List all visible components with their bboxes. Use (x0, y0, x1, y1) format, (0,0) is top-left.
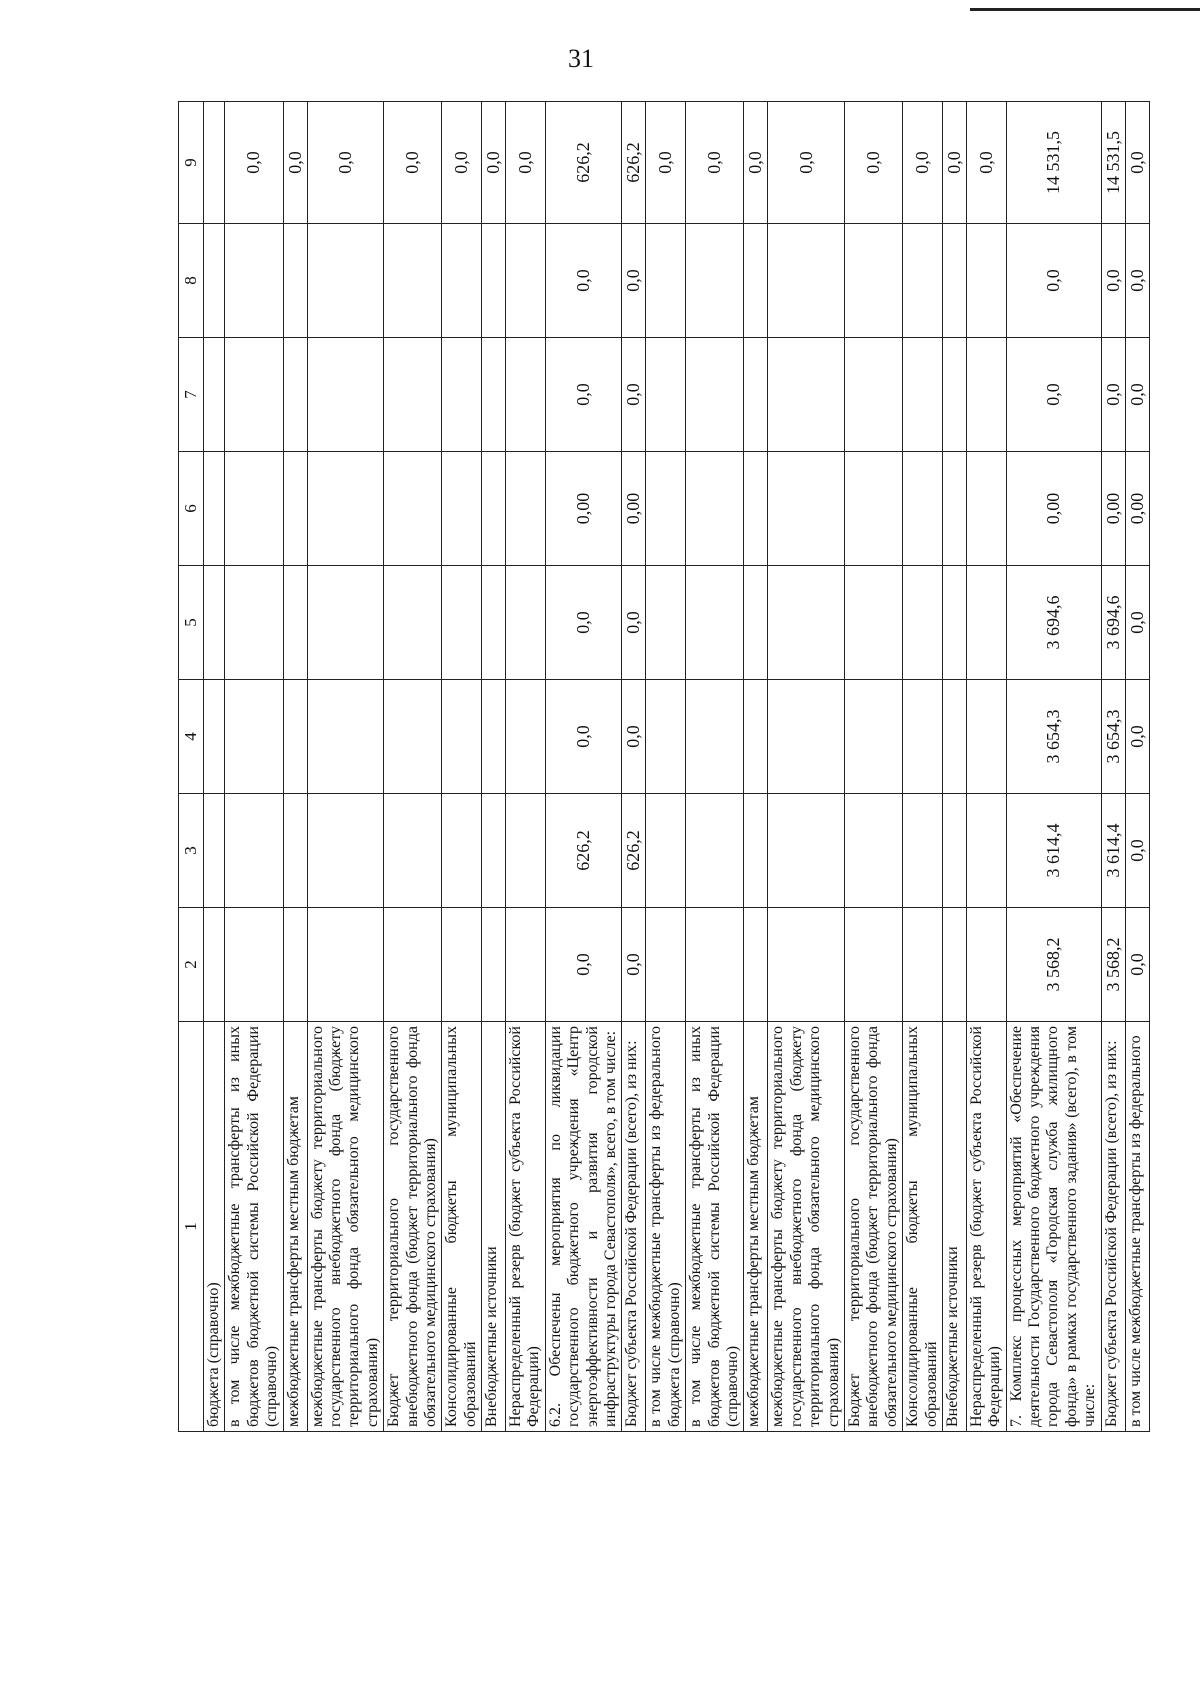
value-cell: 0,0 (307, 102, 384, 224)
table-row (442, 102, 482, 1432)
row-label: Внебюджетные источники (942, 1022, 966, 1432)
column-header: 2 (179, 908, 204, 1022)
value-cell (768, 566, 845, 680)
value-cell (646, 680, 686, 794)
value-cell: 3 654,3 (1006, 680, 1101, 794)
value-cell (646, 338, 686, 452)
row-label: межбюджетные трансферты бюджету территориального государственного внебюджетного фонда (бюджету территориального фонда обязательного медицинского страхования) (768, 1022, 845, 1432)
value-cell (844, 566, 902, 680)
value-cell: 0,00 (622, 452, 646, 566)
value-cell: 626,2 (622, 102, 646, 224)
value-cell: 0,0 (442, 102, 482, 224)
value-cell (966, 452, 1006, 566)
table-row (225, 102, 283, 1432)
value-cell: 0,0 (1125, 680, 1149, 794)
value-cell (384, 338, 442, 452)
value-cell: 0,0 (844, 102, 902, 224)
value-cell: 14 531,5 (1101, 102, 1125, 224)
value-cell: 0,0 (1101, 224, 1125, 338)
table-row (283, 102, 307, 1432)
value-cell (903, 224, 943, 338)
value-cell: 0,0 (768, 102, 845, 224)
column-header: 8 (179, 224, 204, 338)
value-cell (966, 908, 1006, 1022)
value-cell: 626,2 (545, 102, 622, 224)
value-cell (506, 680, 546, 794)
value-cell (768, 794, 845, 908)
value-cell (442, 908, 482, 1022)
value-cell: 0,0 (903, 102, 943, 224)
top-rule (970, 8, 1200, 11)
value-cell (844, 224, 902, 338)
value-cell (686, 566, 744, 680)
value-cell: 0,00 (545, 452, 622, 566)
value-cell: 14 531,5 (1006, 102, 1101, 224)
value-cell (283, 566, 307, 680)
value-cell (307, 224, 384, 338)
value-cell (283, 452, 307, 566)
value-cell (307, 680, 384, 794)
value-cell: 0,0 (225, 102, 283, 224)
value-cell (646, 566, 686, 680)
table-row (646, 102, 686, 1432)
value-cell (307, 452, 384, 566)
value-cell: 0,0 (283, 102, 307, 224)
value-cell: 3 694,6 (1101, 566, 1125, 680)
value-cell (225, 566, 283, 680)
value-cell: 0,0 (545, 680, 622, 794)
value-cell: 3 568,2 (1101, 908, 1125, 1022)
value-cell: 0,0 (1125, 224, 1149, 338)
value-cell (384, 794, 442, 908)
row-label: межбюджетные трансферты бюджету территориального государственного внебюджетного фонда (бюджету территориального фонда обязательного медицинского страхования) (307, 1022, 384, 1432)
value-cell (646, 224, 686, 338)
value-cell: 0,0 (1125, 794, 1149, 908)
value-cell (844, 338, 902, 452)
value-cell (442, 566, 482, 680)
value-cell (686, 224, 744, 338)
table-row (1125, 102, 1149, 1432)
value-cell (204, 452, 225, 566)
row-label: Бюджет субъекта Российской Федерации (всего), из них: (1101, 1022, 1125, 1432)
page-number: 31 (568, 44, 594, 73)
value-cell: 3 654,3 (1101, 680, 1125, 794)
value-cell (442, 794, 482, 908)
column-header: 5 (179, 566, 204, 680)
value-cell (506, 338, 546, 452)
value-cell (686, 794, 744, 908)
value-cell: 0,0 (1101, 338, 1125, 452)
value-cell (744, 566, 768, 680)
row-label: в том числе межбюджетные трансферты из федерального бюджета (справочно) (646, 1022, 686, 1432)
row-label: Внебюджетные источники (482, 1022, 506, 1432)
value-cell: 0,00 (1125, 452, 1149, 566)
value-cell (204, 680, 225, 794)
value-cell (482, 452, 506, 566)
value-cell (482, 566, 506, 680)
row-label: в том числе межбюджетные трансферты из федерального (1125, 1022, 1149, 1432)
value-cell (307, 566, 384, 680)
table-row (966, 102, 1006, 1432)
value-cell (442, 224, 482, 338)
value-cell: 0,0 (545, 566, 622, 680)
value-cell (966, 794, 1006, 908)
header-row (179, 102, 204, 1432)
value-cell (482, 794, 506, 908)
value-cell (283, 224, 307, 338)
table-row (903, 102, 943, 1432)
row-label: Бюджет территориального государственного внебюджетного фонда (бюджет территориального фонда обязательного медицинского страхования) (384, 1022, 442, 1432)
row-label: Нераспределенный резерв (бюджет субъекта Российской Федерации) (966, 1022, 1006, 1432)
value-cell (844, 908, 902, 1022)
value-cell: 0,0 (622, 680, 646, 794)
value-cell (225, 452, 283, 566)
value-cell (283, 908, 307, 1022)
value-cell (307, 338, 384, 452)
value-cell (506, 794, 546, 908)
row-label: в том числе межбюджетные трансферты из иных бюджетов бюджетной системы Российской Федерации (справочно) (686, 1022, 744, 1432)
row-label: бюджета (справочно) (204, 1022, 225, 1432)
value-cell (283, 680, 307, 794)
value-cell: 0,0 (686, 102, 744, 224)
rotated-table-container (178, 102, 1147, 1432)
value-cell (942, 908, 966, 1022)
table-row (1101, 102, 1125, 1432)
table-row (204, 102, 225, 1432)
value-cell: 0,0 (942, 102, 966, 224)
row-label: 7. Комплекс процессных мероприятий «Обеспечение деятельности Государственного бюджетного учреждения города Севастополя «Городская служба жилищного фонда» в рамках государственного задания» (всего), в том числе: (1006, 1022, 1101, 1432)
value-cell: 3 694,6 (1006, 566, 1101, 680)
value-cell (283, 338, 307, 452)
value-cell: 0,0 (622, 566, 646, 680)
value-cell: 626,2 (545, 794, 622, 908)
value-cell: 626,2 (622, 794, 646, 908)
value-cell (283, 794, 307, 908)
value-cell (966, 224, 1006, 338)
value-cell (384, 680, 442, 794)
value-cell (204, 338, 225, 452)
value-cell (506, 452, 546, 566)
value-cell (686, 680, 744, 794)
value-cell (966, 338, 1006, 452)
value-cell (384, 908, 442, 1022)
value-cell: 0,0 (1006, 224, 1101, 338)
value-cell: 0,00 (1006, 452, 1101, 566)
value-cell (744, 224, 768, 338)
value-cell (307, 908, 384, 1022)
table-row (545, 102, 622, 1432)
value-cell (225, 338, 283, 452)
value-cell (744, 452, 768, 566)
value-cell: 0,0 (1125, 566, 1149, 680)
value-cell (307, 794, 384, 908)
value-cell (966, 566, 1006, 680)
value-cell (942, 566, 966, 680)
value-cell (903, 908, 943, 1022)
value-cell (942, 794, 966, 908)
value-cell (506, 908, 546, 1022)
value-cell (686, 908, 744, 1022)
table-row (506, 102, 546, 1432)
value-cell: 0,0 (1125, 338, 1149, 452)
value-cell (482, 908, 506, 1022)
value-cell (482, 680, 506, 794)
value-cell (204, 224, 225, 338)
value-cell (903, 566, 943, 680)
table-row (844, 102, 902, 1432)
value-cell (384, 224, 442, 338)
value-cell (903, 338, 943, 452)
value-cell (942, 224, 966, 338)
value-cell (768, 224, 845, 338)
value-cell: 3 568,2 (1006, 908, 1101, 1022)
value-cell: 0,0 (545, 908, 622, 1022)
column-header: 3 (179, 794, 204, 908)
value-cell (646, 908, 686, 1022)
value-cell (442, 338, 482, 452)
value-cell (844, 794, 902, 908)
value-cell (204, 102, 225, 224)
value-cell: 0,0 (646, 102, 686, 224)
value-cell (506, 566, 546, 680)
value-cell (942, 680, 966, 794)
value-cell (384, 452, 442, 566)
value-cell (646, 794, 686, 908)
row-label: межбюджетные трансферты местным бюджетам (744, 1022, 768, 1432)
table-row (686, 102, 744, 1432)
table-row (384, 102, 442, 1432)
value-cell (768, 680, 845, 794)
value-cell (225, 224, 283, 338)
row-label: Бюджет территориального государственного внебюджетного фонда (бюджет территориального фонда обязательного медицинского страхования) (844, 1022, 902, 1432)
row-label: Консолидированные бюджеты муниципальных образований (442, 1022, 482, 1432)
table-row (622, 102, 646, 1432)
row-label: Консолидированные бюджеты муниципальных образований (903, 1022, 943, 1432)
value-cell (646, 452, 686, 566)
value-cell (744, 680, 768, 794)
value-cell: 0,0 (506, 102, 546, 224)
value-cell (744, 908, 768, 1022)
row-label: Нераспределенный резерв (бюджет субъекта Российской Федерации) (506, 1022, 546, 1432)
value-cell (384, 566, 442, 680)
value-cell (966, 680, 1006, 794)
value-cell (844, 452, 902, 566)
table-row (768, 102, 845, 1432)
value-cell: 0,0 (1006, 338, 1101, 452)
column-header: 9 (179, 102, 204, 224)
value-cell (482, 338, 506, 452)
value-cell (225, 908, 283, 1022)
value-cell (225, 794, 283, 908)
value-cell (903, 452, 943, 566)
value-cell (942, 338, 966, 452)
row-label: межбюджетные трансферты местным бюджетам (283, 1022, 307, 1432)
value-cell: 0,0 (744, 102, 768, 224)
value-cell (903, 680, 943, 794)
value-cell (204, 566, 225, 680)
value-cell (442, 680, 482, 794)
value-cell (942, 452, 966, 566)
table-row (1006, 102, 1101, 1432)
column-header: 6 (179, 452, 204, 566)
table-row (307, 102, 384, 1432)
value-cell: 0,00 (1101, 452, 1125, 566)
value-cell: 0,0 (545, 338, 622, 452)
value-cell (482, 224, 506, 338)
budget-table (178, 101, 1150, 1432)
column-header: 1 (179, 1022, 204, 1432)
value-cell (686, 452, 744, 566)
value-cell (768, 452, 845, 566)
table-row (744, 102, 768, 1432)
value-cell: 0,0 (1125, 908, 1149, 1022)
row-label: в том числе межбюджетные трансферты из иных бюджетов бюджетной системы Российской Федерации (справочно) (225, 1022, 283, 1432)
row-label: Бюджет субъекта Российской Федерации (всего), из них: (622, 1022, 646, 1432)
value-cell (686, 338, 744, 452)
value-cell (768, 908, 845, 1022)
value-cell: 0,0 (384, 102, 442, 224)
value-cell: 0,0 (622, 908, 646, 1022)
value-cell: 3 614,4 (1101, 794, 1125, 908)
value-cell (903, 794, 943, 908)
value-cell (442, 452, 482, 566)
value-cell: 0,0 (545, 224, 622, 338)
value-cell: 0,0 (622, 338, 646, 452)
column-header: 4 (179, 680, 204, 794)
column-header: 7 (179, 338, 204, 452)
value-cell (204, 908, 225, 1022)
value-cell (225, 680, 283, 794)
value-cell: 0,0 (622, 224, 646, 338)
table-row (942, 102, 966, 1432)
value-cell: 3 614,4 (1006, 794, 1101, 908)
value-cell (204, 794, 225, 908)
value-cell: 0,0 (1125, 102, 1149, 224)
value-cell (844, 680, 902, 794)
table-row (482, 102, 506, 1432)
value-cell (768, 338, 845, 452)
value-cell (744, 338, 768, 452)
row-label: 6.2. Обеспечены мероприятия по ликвидации государственного бюджетного учреждения «Центр энергоэффективности и развития городской инфраструктуры города Севастополя», всего, в том числе: (545, 1022, 622, 1432)
value-cell (744, 794, 768, 908)
value-cell: 0,0 (966, 102, 1006, 224)
value-cell: 0,0 (482, 102, 506, 224)
value-cell (506, 224, 546, 338)
